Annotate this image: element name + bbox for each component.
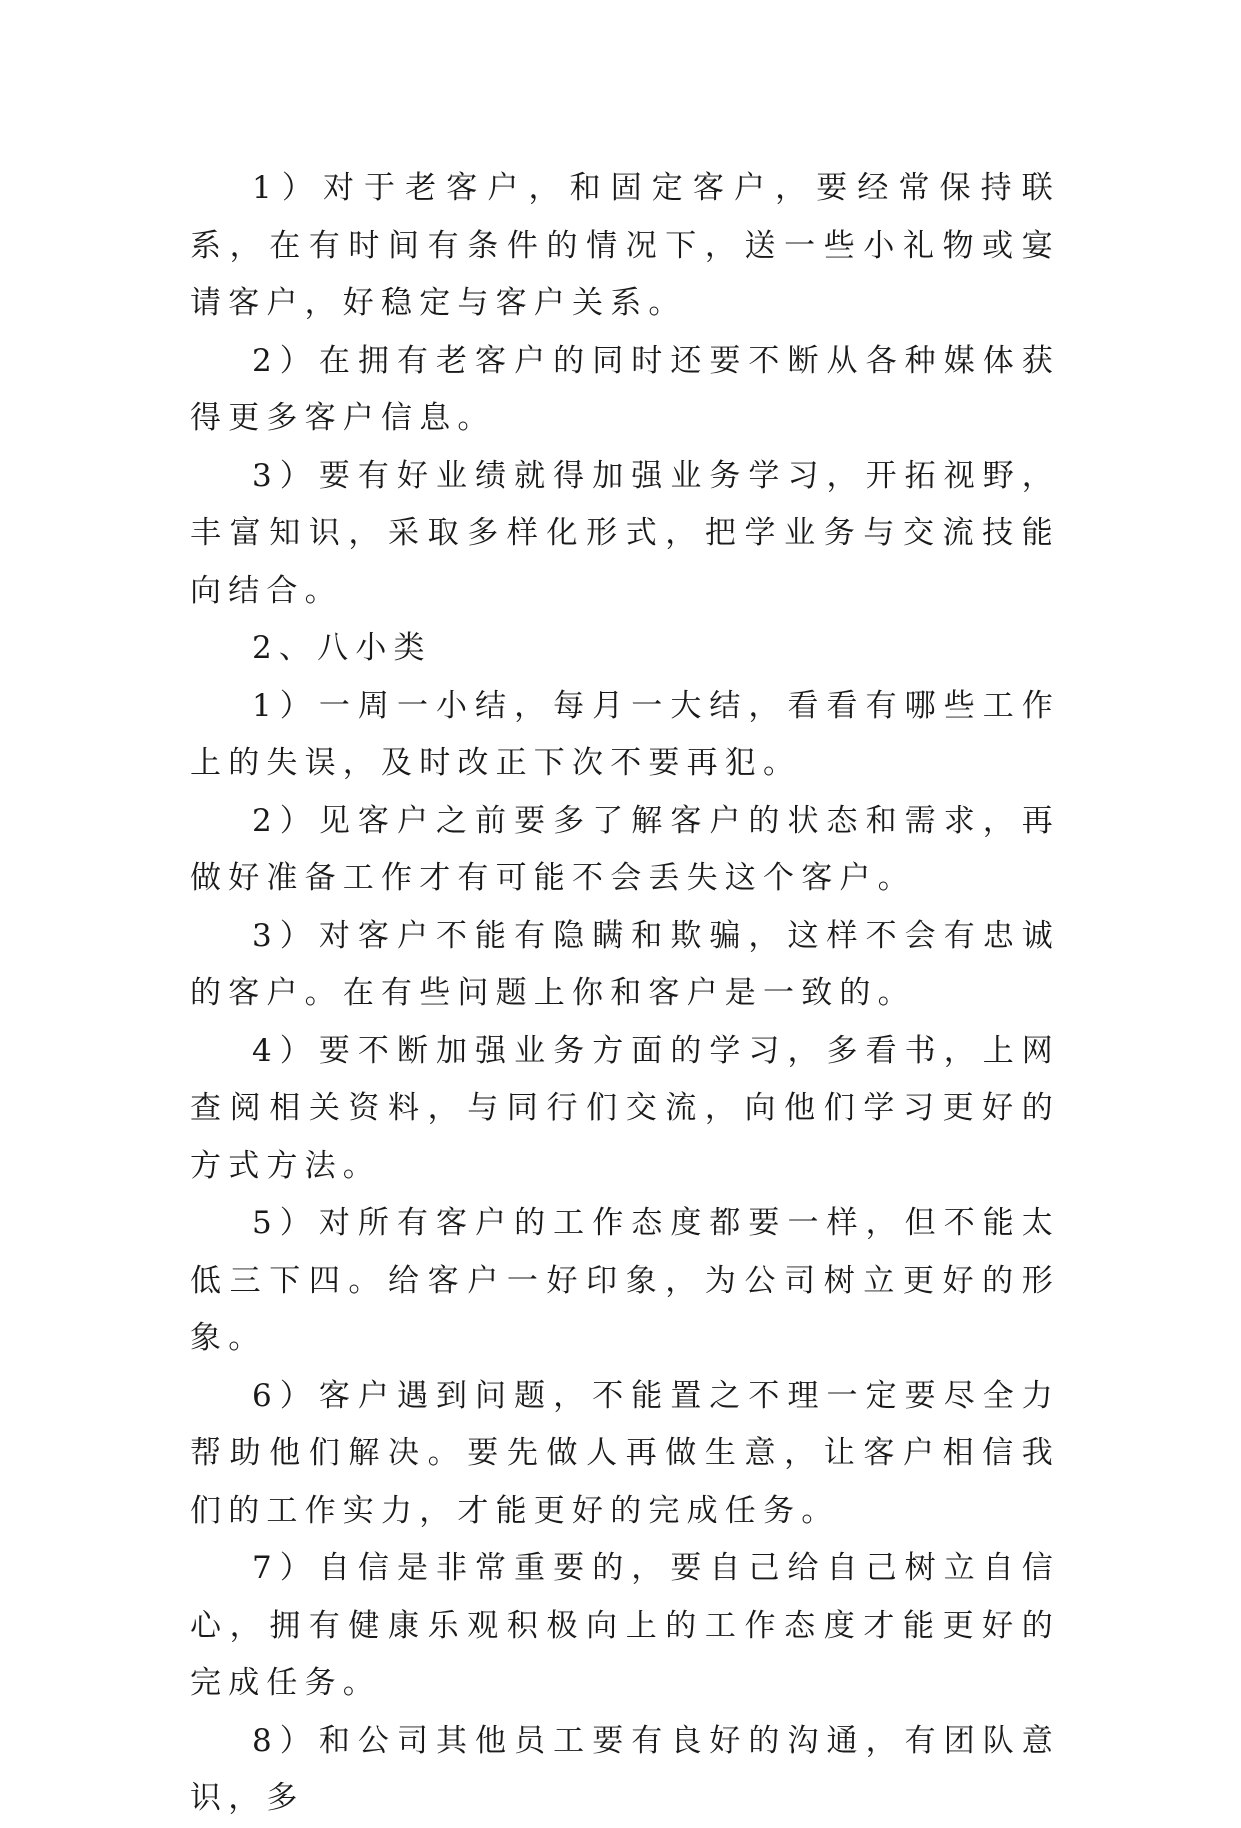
paragraph-3: 3）要有好业绩就得加强业务学习，开拓视野，丰富知识，采取多样化形式，把学业务与交流技能向结合。 <box>190 457 1060 609</box>
paragraph-9: 6）客户遇到问题，不能置之不理一定要尽全力帮助他们解决。要先做人再做生意，让客户相信我们的工作实力，才能更好的完成任务。 <box>190 1377 1060 1529</box>
document-body <box>190 160 1060 1828</box>
paragraph-8: 5）对所有客户的工作态度都要一样，但不能太低三下四。给客户一好印象，为公司树立更好的形象。 <box>190 1205 1060 1356</box>
section-heading: 2、八小类 <box>252 630 432 666</box>
paragraph-4: 1）一周一小结，每月一大结，看看有哪些工作上的失误，及时改正下次不要再犯。 <box>190 687 1060 781</box>
paragraph-6: 3）对客户不能有隐瞒和欺骗，这样不会有忠诚的客户。在有些问题上你和客户是一致的。 <box>190 917 1060 1011</box>
paragraph-5: 2）见客户之前要多了解客户的状态和需求，再做好准备工作才有可能不会丢失这个客户。 <box>190 802 1060 896</box>
paragraph-11: 8）和公司其他员工要有良好的沟通，有团队意识，多 <box>190 1722 1060 1816</box>
paragraph-1: 1）对于老客户，和固定客户，要经常保持联系，在有时间有条件的情况下，送一些小礼物或宴请客户，好稳定与客户关系。 <box>190 170 1060 321</box>
paragraph-2: 2）在拥有老客户的同时还要不断从各种媒体获得更多客户信息。 <box>190 342 1060 436</box>
paragraph-7: 4）要不断加强业务方面的学习，多看书，上网查阅相关资料，与同行们交流，向他们学习更好的方式方法。 <box>190 1032 1060 1184</box>
paragraph-10: 7）自信是非常重要的，要自己给自己树立自信心，拥有健康乐观积极向上的工作态度才能更好的完成任务。 <box>190 1550 1060 1701</box>
